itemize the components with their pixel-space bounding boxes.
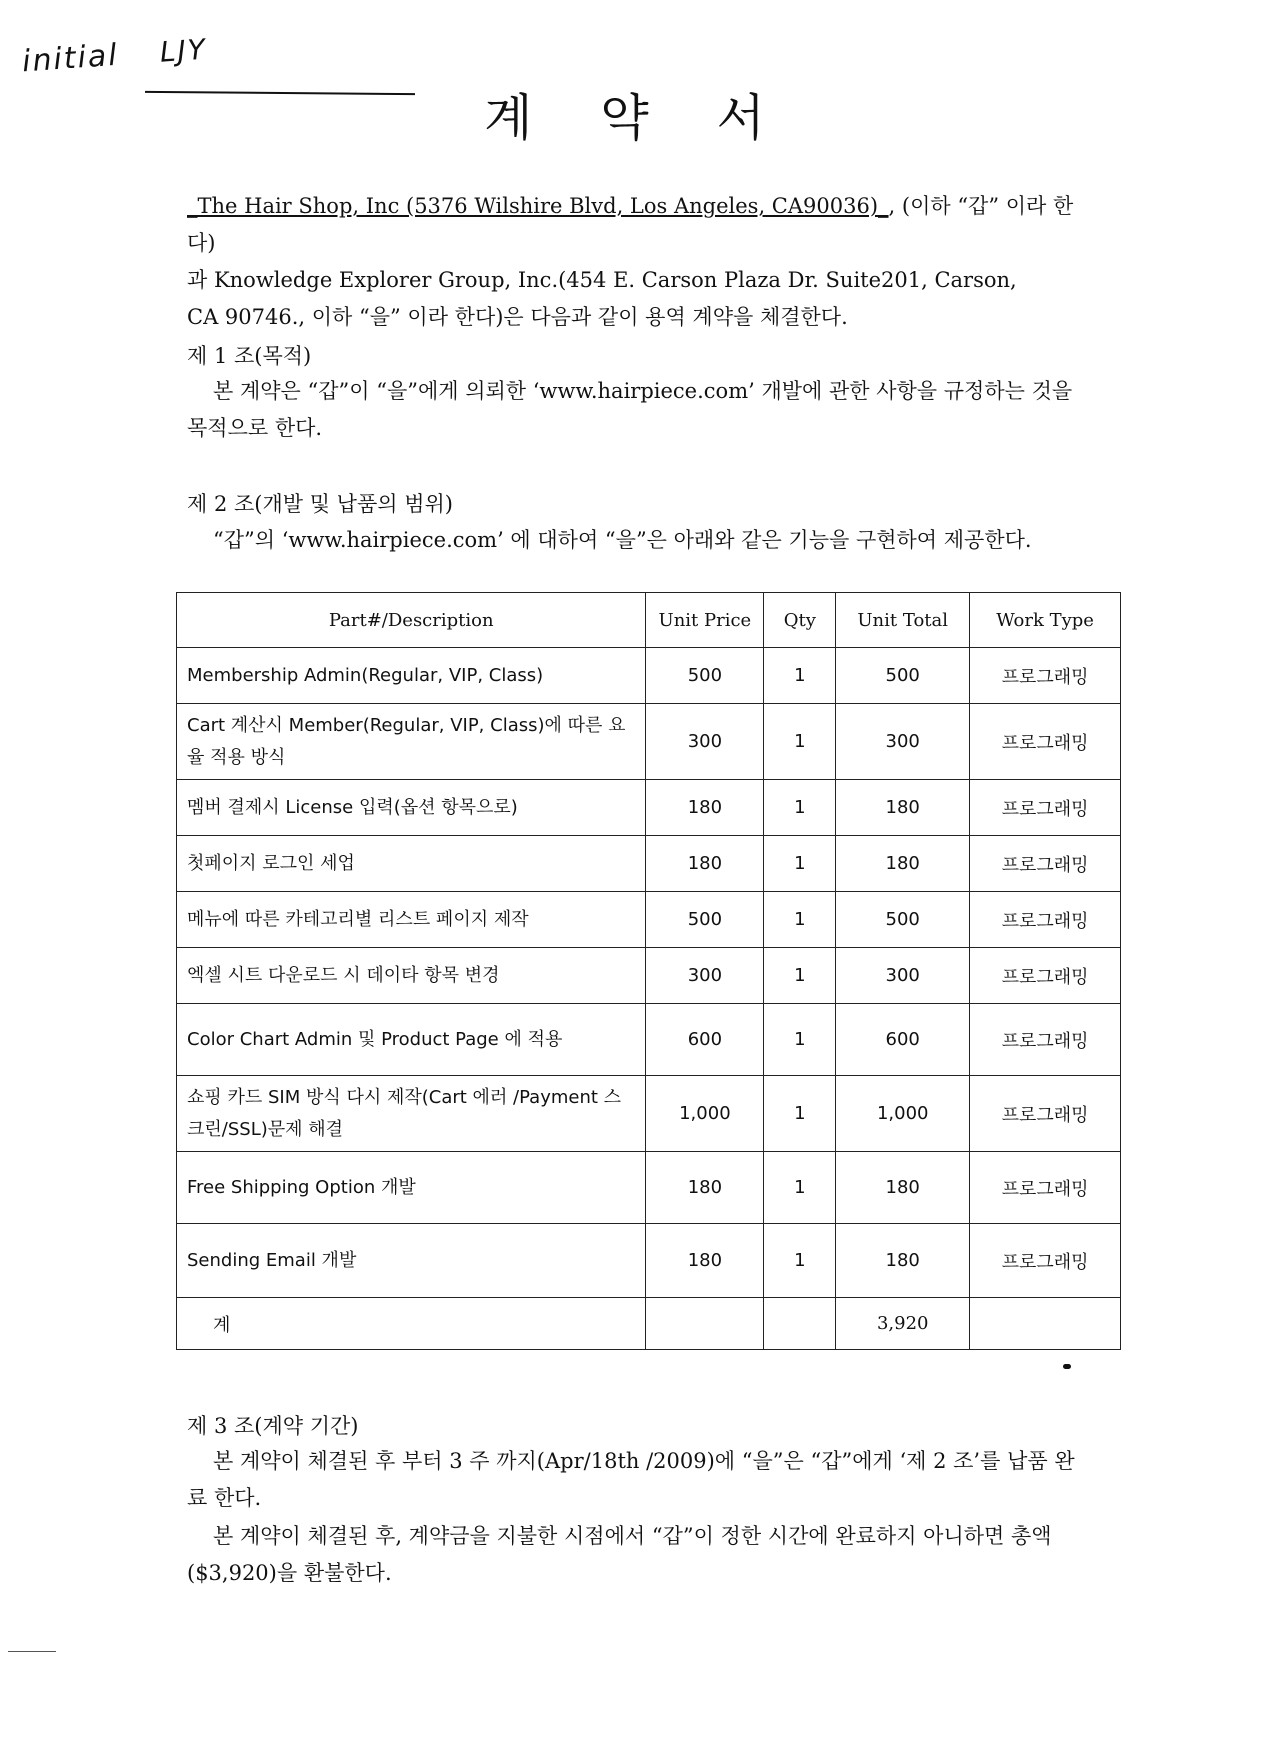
article-1-text: 본 계약은 “갑”이 “을”에게 의뢰한 ‘www.hairpiece.com’ 개발에 관한 사항을 규정하는 것을 목적으로 한다.	[187, 379, 1073, 440]
row-qty: 1	[764, 780, 836, 836]
scan-mark	[1063, 1364, 1071, 1369]
row-qty: 1	[764, 648, 836, 704]
row-unit-total: 300	[836, 948, 970, 1004]
row-unit-total: 1,000	[836, 1076, 970, 1152]
row-work-type: 프로그래밍	[970, 1076, 1121, 1152]
row-unit-price: 300	[646, 704, 764, 780]
intro-line-1	[187, 188, 1087, 262]
intro-line-3: CA 90746., 이하 “을” 이라 한다)은 다음과 같이 용역 계약을 체결한다.	[187, 305, 848, 329]
table-header-row	[177, 593, 1121, 648]
table-row	[177, 1076, 1121, 1152]
total-empty-type	[970, 1298, 1121, 1350]
row-unit-price: 500	[646, 892, 764, 948]
table-row	[177, 836, 1121, 892]
article-3-heading: 제 3 조(계약 기간)	[187, 1414, 359, 1438]
initial-signature: LJY	[158, 32, 208, 69]
row-description: 첫페이지 로그인 세업	[177, 836, 646, 892]
row-qty: 1	[764, 1076, 836, 1152]
table-row	[177, 1224, 1121, 1298]
table-row	[177, 1152, 1121, 1224]
intro-paragraph	[187, 188, 1087, 336]
row-work-type: 프로그래밍	[970, 1224, 1121, 1298]
header-unit-price: Unit Price	[646, 593, 764, 648]
row-unit-price: 600	[646, 1004, 764, 1076]
row-qty: 1	[764, 1004, 836, 1076]
row-description: Membership Admin(Regular, VIP, Class)	[177, 648, 646, 704]
document-title: 계 약 서	[484, 89, 791, 147]
row-work-type: 프로그래밍	[970, 836, 1121, 892]
row-description: Color Chart Admin 및 Product Page 에 적용	[177, 1004, 646, 1076]
table-total-row	[177, 1298, 1121, 1350]
row-unit-total: 180	[836, 836, 970, 892]
table-row	[177, 648, 1121, 704]
total-empty-qty	[764, 1298, 836, 1350]
row-unit-price: 180	[646, 1152, 764, 1224]
row-work-type: 프로그래밍	[970, 648, 1121, 704]
row-work-type: 프로그래밍	[970, 1152, 1121, 1224]
row-description: 엑셀 시트 다운로드 시 데이타 항목 변경	[177, 948, 646, 1004]
row-work-type: 프로그래밍	[970, 948, 1121, 1004]
row-qty: 1	[764, 1152, 836, 1224]
row-unit-total: 500	[836, 648, 970, 704]
initial-label: initial	[21, 37, 120, 80]
row-unit-price: 180	[646, 780, 764, 836]
party-a: _The Hair Shop, Inc (5376 Wilshire Blvd, Los Angeles, CA90036)_	[187, 194, 889, 218]
intro-line-2: 과 Knowledge Explorer Group, Inc.(454 E. Carson Plaza Dr. Suite201, Carson,	[187, 268, 1017, 292]
row-unit-total: 180	[836, 1152, 970, 1224]
total-label: 계	[177, 1298, 646, 1350]
row-work-type: 프로그래밍	[970, 892, 1121, 948]
row-unit-total: 500	[836, 892, 970, 948]
row-unit-total: 600	[836, 1004, 970, 1076]
row-unit-total: 300	[836, 704, 970, 780]
row-unit-total: 180	[836, 780, 970, 836]
table-row	[177, 892, 1121, 948]
table-row	[177, 780, 1121, 836]
row-qty: 1	[764, 892, 836, 948]
row-qty: 1	[764, 836, 836, 892]
header-description: Part#/Description	[177, 593, 646, 648]
handwritten-initial	[21, 32, 208, 80]
row-unit-total: 180	[836, 1224, 970, 1298]
header-work-type: Work Type	[970, 593, 1121, 648]
row-description: 메뉴에 따른 카테고리별 리스트 페이지 제작	[177, 892, 646, 948]
row-unit-price: 300	[646, 948, 764, 1004]
article-2-heading: 제 2 조(개발 및 납품의 범위)	[187, 492, 453, 516]
article-3-text-2: 본 계약이 체결된 후, 계약금을 지불한 시점에서 “갑”이 정한 시간에 완료하지 아니하면 총액($3,920)을 환불한다.	[187, 1524, 1052, 1585]
table-row	[177, 704, 1121, 780]
row-description: Cart 계산시 Member(Regular, VIP, Class)에 따른 요율 적용 방식	[177, 704, 646, 780]
total-empty-price	[646, 1298, 764, 1350]
row-qty: 1	[764, 948, 836, 1004]
row-unit-price: 500	[646, 648, 764, 704]
intro-line-1-rest: , (이하 “갑” 이라 한다)	[187, 194, 1074, 255]
article-3-text-1: 본 계약이 체결된 후 부터 3 주 까지(Apr/18th /2009)에 “을”은 “갑”에게 ‘제 2 조’를 납품 완료 한다.	[187, 1449, 1075, 1510]
scan-edge-line	[8, 1651, 56, 1652]
article-1-heading: 제 1 조(목적)	[187, 344, 312, 368]
table-row	[177, 948, 1121, 1004]
table-row	[177, 1004, 1121, 1076]
row-description: 멤버 결제시 License 입력(옵션 항목으로)	[177, 780, 646, 836]
row-work-type: 프로그래밍	[970, 704, 1121, 780]
row-unit-price: 180	[646, 836, 764, 892]
row-unit-price: 1,000	[646, 1076, 764, 1152]
row-description: Sending Email 개발	[177, 1224, 646, 1298]
row-description: 쇼핑 카드 SIM 방식 다시 제작(Cart 에러 /Payment 스크린/SSL)문제 해결	[177, 1076, 646, 1152]
row-qty: 1	[764, 1224, 836, 1298]
header-qty: Qty	[764, 593, 836, 648]
scope-table	[176, 592, 1121, 1350]
row-unit-price: 180	[646, 1224, 764, 1298]
total-value: 3,920	[836, 1298, 970, 1350]
row-work-type: 프로그래밍	[970, 780, 1121, 836]
article-2-text: “갑”의 ‘www.hairpiece.com’ 에 대하여 “을”은 아래와 같은 기능을 구현하여 제공한다.	[213, 528, 1032, 552]
row-qty: 1	[764, 704, 836, 780]
header-unit-total: Unit Total	[836, 593, 970, 648]
row-description: Free Shipping Option 개발	[177, 1152, 646, 1224]
row-work-type: 프로그래밍	[970, 1004, 1121, 1076]
